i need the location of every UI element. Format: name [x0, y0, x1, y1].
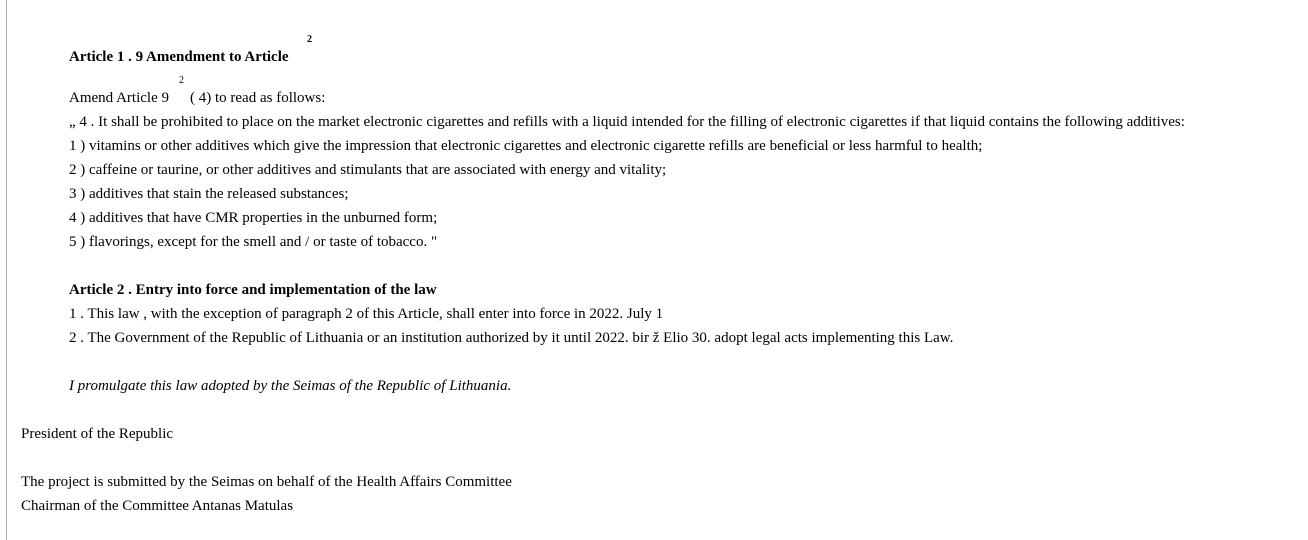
article1-intro-suffix: ( 4) to read as follows: — [190, 90, 326, 106]
article1-paragraph4: „ 4 . It shall be prohibited to place on the market electronic cigarettes and refills with a liquid intended for the filling of electronic cigarettes if that liquid contains the following additives: — [69, 114, 1185, 130]
article1-intro-superscript: 2 — [179, 75, 184, 86]
article1-item-4: 4 ) additives that have CMR properties in the unburned form; — [69, 210, 438, 226]
signature-title: President of the Republic — [21, 426, 174, 442]
article1-heading: Article 1 . 9 Amendment to Article — [69, 49, 289, 65]
article2-heading: Article 2 . Entry into force and implementation of the law — [69, 282, 437, 298]
committee-chairman: Chairman of the Committee Antanas Matulas — [21, 498, 294, 514]
project-submitted-by: The project is submitted by the Seimas on behalf of the Health Affairs Committee — [21, 474, 512, 490]
left-border-rule — [6, 0, 7, 540]
article1-heading-superscript: 2 — [307, 34, 312, 45]
article2-point-1: 1 . This law , with the exception of paragraph 2 of this Article, shall enter into force in 2022. July 1 — [69, 306, 664, 322]
article1-item-3: 3 ) additives that stain the released substances; — [69, 186, 349, 202]
article1-item-2: 2 ) caffeine or taurine, or other additives and stimulants that are associated with energy and vitality; — [69, 162, 667, 178]
article1-item-5: 5 ) flavorings, except for the smell and / or taste of tobacco. " — [69, 234, 438, 250]
promulgation-statement: I promulgate this law adopted by the Seimas of the Republic of Lithuania. — [69, 378, 512, 394]
article2-point-2: 2 . The Government of the Republic of Lithuania or an institution authorized by it until 2022. bir ž Elio 30. adopt legal acts implementing this Law. — [69, 330, 954, 346]
article1-item-1: 1 ) vitamins or other additives which give the impression that electronic cigarettes and electronic cigarette refills are beneficial or less harmful to health; — [69, 138, 983, 154]
article1-intro-prefix: Amend Article 9 — [69, 90, 169, 106]
